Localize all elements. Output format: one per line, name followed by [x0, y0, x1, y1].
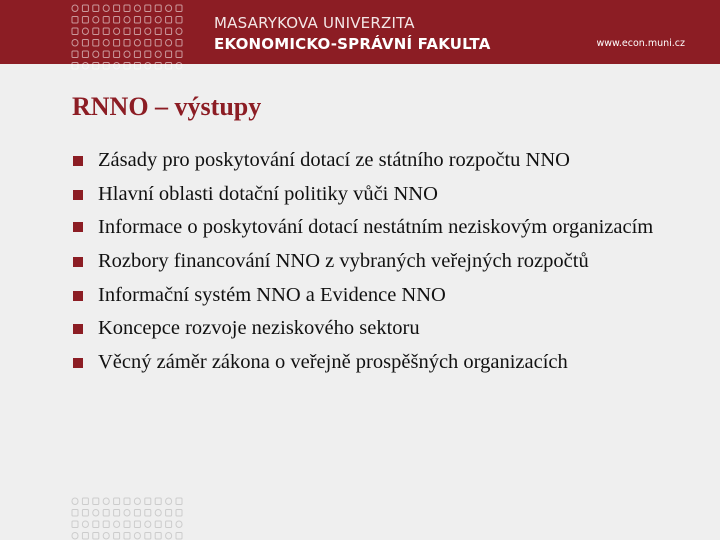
muni-logo-icon	[70, 4, 188, 78]
bullet-item	[72, 312, 692, 346]
bullet-list	[72, 144, 692, 379]
square-bullet-icon	[73, 257, 83, 267]
square-bullet-icon	[73, 156, 83, 166]
bullet-text: Informační systém NNO a Evidence NNO	[98, 283, 446, 306]
faculty-name: EKONOMICKO-SPRÁVNÍ FAKULTA	[214, 35, 491, 53]
square-bullet-icon	[73, 222, 83, 232]
bullet-text: Zásady pro poskytování dotací ze státního rozpočtu NNO	[98, 149, 570, 171]
bullet-text: Informace o poskytování dotací nestátním neziskovým organizacím	[98, 216, 654, 238]
university-name: MASARYKOVA UNIVERZITA	[214, 14, 415, 32]
slide-title: RNNO – výstupy	[72, 92, 262, 121]
bullet-item	[72, 144, 692, 178]
bullet-text: Věcný záměr zákona o veřejně prospěšných organizacích	[98, 350, 568, 373]
bullet-item	[72, 346, 692, 380]
muni-watermark-icon	[70, 494, 188, 540]
bullet-item	[72, 211, 692, 245]
bullet-item	[72, 245, 692, 279]
square-bullet-icon	[73, 358, 83, 368]
square-bullet-icon	[73, 190, 83, 200]
bullet-item	[72, 178, 692, 212]
bullet-item	[72, 279, 692, 313]
bullet-text: Koncepce rozvoje neziskového sektoru	[98, 317, 420, 339]
square-bullet-icon	[73, 291, 83, 301]
header-bar	[0, 0, 720, 64]
bullet-text: Hlavní oblasti dotační politiky vůči NNO	[98, 182, 438, 205]
website-url: www.econ.muni.cz	[596, 38, 685, 49]
square-bullet-icon	[73, 324, 83, 334]
bullet-text: Rozbory financování NNO z vybraných veřejných rozpočtů	[98, 250, 589, 272]
